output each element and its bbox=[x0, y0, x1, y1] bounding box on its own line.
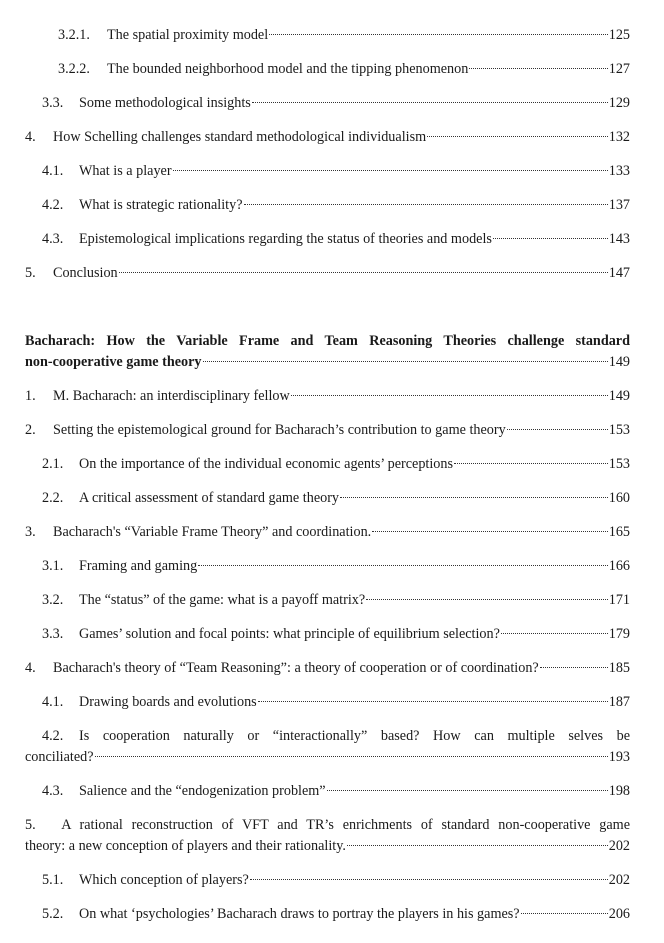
entry-number: 5. bbox=[25, 265, 36, 281]
dot-leader bbox=[540, 667, 608, 668]
dot-leader bbox=[507, 429, 608, 430]
toc-entry-3-2-1[interactable] bbox=[0, 25, 664, 45]
entry-page: 125 bbox=[608, 27, 630, 43]
dot-leader bbox=[119, 272, 608, 273]
dot-leader bbox=[95, 756, 608, 757]
dot-leader bbox=[250, 879, 608, 880]
entry-title-line1: Is cooperation naturally or “interactionally” based? How can multiple selves be bbox=[79, 728, 630, 744]
entry-title: Bacharach's “Variable Frame Theory” and coordination. bbox=[53, 524, 372, 540]
toc-entry-4-2[interactable] bbox=[0, 195, 664, 215]
dot-leader bbox=[198, 565, 608, 566]
dot-leader bbox=[501, 633, 608, 634]
entry-page: 166 bbox=[608, 558, 630, 574]
entry-page: 179 bbox=[608, 626, 630, 642]
entry-page: 143 bbox=[608, 231, 630, 247]
entry-page: 153 bbox=[608, 422, 630, 438]
toc-entry-c-3-1[interactable] bbox=[0, 556, 664, 576]
entry-page: 202 bbox=[608, 838, 630, 854]
toc-entry-3-2-2[interactable] bbox=[0, 59, 664, 79]
entry-title-line2: conciliated? bbox=[25, 749, 94, 765]
entry-title: Framing and gaming bbox=[79, 558, 198, 574]
entry-number: 2.2. bbox=[42, 490, 64, 506]
entry-number: 4.3. bbox=[42, 783, 64, 799]
dot-leader bbox=[340, 497, 608, 498]
dot-leader bbox=[244, 204, 608, 205]
entry-title: What is strategic rationality? bbox=[79, 197, 243, 213]
dot-leader bbox=[269, 34, 608, 35]
entry-number: 3.3. bbox=[42, 95, 64, 111]
dot-leader bbox=[291, 395, 608, 396]
entry-number: 3. bbox=[25, 524, 36, 540]
entry-title: M. Bacharach: an interdisciplinary fellow bbox=[53, 388, 290, 404]
entry-page: 147 bbox=[608, 265, 630, 281]
entry-number: 3.3. bbox=[42, 626, 64, 642]
entry-title: The bounded neighborhood model and the tipping phenomenon bbox=[107, 61, 469, 77]
dot-leader bbox=[252, 102, 608, 103]
entry-title: Setting the epistemological ground for Bacharach’s contribution to game theory bbox=[53, 422, 506, 438]
entry-number: 4.2. bbox=[42, 197, 64, 213]
entry-number: 4.1. bbox=[42, 694, 64, 710]
toc-entry-c-5-line2[interactable] bbox=[0, 836, 664, 856]
dot-leader bbox=[347, 845, 608, 846]
dot-leader bbox=[454, 463, 608, 464]
toc-entry-c-4-2-line1[interactable] bbox=[0, 726, 664, 746]
entry-title: Which conception of players? bbox=[79, 872, 249, 888]
toc-entry-c-2-2[interactable] bbox=[0, 488, 664, 508]
entry-title: Drawing boards and evolutions bbox=[79, 694, 257, 710]
dot-leader bbox=[173, 170, 608, 171]
entry-number: 4. bbox=[25, 660, 36, 676]
entry-title-line2: theory: a new conception of players and their rationality. bbox=[25, 838, 346, 854]
entry-page: 165 bbox=[608, 524, 630, 540]
entry-number: 5.2. bbox=[42, 906, 64, 922]
entry-number: 4.3. bbox=[42, 231, 64, 247]
chapter-heading-line2[interactable] bbox=[0, 352, 664, 372]
chapter-title-line1: Bacharach: How the Variable Frame and Team Reasoning Theories challenge standard bbox=[25, 333, 630, 349]
dot-leader bbox=[521, 913, 608, 914]
toc-entry-4-3[interactable] bbox=[0, 229, 664, 249]
toc-entry-c-3[interactable] bbox=[0, 522, 664, 542]
entry-page: 137 bbox=[608, 197, 630, 213]
entry-title: Games’ solution and focal points: what principle of equilibrium selection? bbox=[79, 626, 500, 642]
entry-page: 187 bbox=[608, 694, 630, 710]
entry-page: 160 bbox=[608, 490, 630, 506]
toc-entry-4-1[interactable] bbox=[0, 161, 664, 181]
dot-leader bbox=[327, 790, 608, 791]
entry-page: 153 bbox=[608, 456, 630, 472]
entry-page: 206 bbox=[608, 906, 630, 922]
toc-entry-c-4-1[interactable] bbox=[0, 692, 664, 712]
entry-number: 2.1. bbox=[42, 456, 64, 472]
entry-number: 3.2.2. bbox=[58, 61, 90, 77]
entry-number: 3.1. bbox=[42, 558, 64, 574]
toc-entry-3-3[interactable] bbox=[0, 93, 664, 113]
toc-entry-c-1[interactable] bbox=[0, 386, 664, 406]
entry-page: 185 bbox=[608, 660, 630, 676]
dot-leader bbox=[427, 136, 608, 137]
toc-entry-4[interactable] bbox=[0, 127, 664, 147]
entry-number: 3.2.1. bbox=[58, 27, 90, 43]
dot-leader bbox=[372, 531, 607, 532]
entry-title: How Schelling challenges standard methodological individualism bbox=[53, 129, 427, 145]
toc-entry-c-4-3[interactable] bbox=[0, 781, 664, 801]
toc-entry-c-3-2[interactable] bbox=[0, 590, 664, 610]
dot-leader bbox=[493, 238, 608, 239]
toc-entry-c-4-2-line2[interactable] bbox=[0, 747, 664, 767]
dot-leader bbox=[258, 701, 608, 702]
entry-page: 149 bbox=[608, 388, 630, 404]
entry-page: 133 bbox=[608, 163, 630, 179]
entry-page: 198 bbox=[608, 783, 630, 799]
entry-title: A critical assessment of standard game theory bbox=[79, 490, 340, 506]
toc-entry-c-3-3[interactable] bbox=[0, 624, 664, 644]
entry-number: 4.2. bbox=[42, 728, 64, 744]
toc-entry-c-5-line1[interactable] bbox=[0, 815, 664, 835]
entry-title: Epistemological implications regarding the status of theories and models bbox=[79, 231, 492, 247]
entry-title-line1: 5. A rational reconstruction of VFT and TR’s enrichments of standard non-cooperative game bbox=[25, 817, 630, 833]
entry-number: 3.2. bbox=[42, 592, 64, 608]
entry-page: 202 bbox=[608, 872, 630, 888]
entry-title: The spatial proximity model bbox=[107, 27, 269, 43]
chapter-page: 149 bbox=[608, 354, 630, 370]
entry-title: Salience and the “endogenization problem” bbox=[79, 783, 326, 799]
toc-entry-c-4[interactable] bbox=[0, 658, 664, 678]
toc-entry-c-5-1[interactable] bbox=[0, 870, 664, 890]
entry-title: The “status” of the game: what is a payoff matrix? bbox=[79, 592, 366, 608]
entry-page: 129 bbox=[608, 95, 630, 111]
dot-leader bbox=[203, 361, 608, 362]
entry-title: Some methodological insights bbox=[79, 95, 251, 111]
entry-page: 171 bbox=[608, 592, 630, 608]
chapter-heading-line1[interactable] bbox=[0, 331, 664, 351]
entry-title: On what ‘psychologies’ Bacharach draws to portray the players in his games? bbox=[79, 906, 520, 922]
entry-title: Conclusion bbox=[53, 265, 118, 281]
toc-entry-c-5-2[interactable] bbox=[0, 904, 664, 924]
entry-title: Bacharach's theory of “Team Reasoning”: a theory of cooperation or of coordination? bbox=[53, 660, 539, 676]
entry-number: 4. bbox=[25, 129, 36, 145]
entry-title: What is a player bbox=[79, 163, 172, 179]
entry-title: On the importance of the individual economic agents’ perceptions bbox=[79, 456, 454, 472]
entry-page: 132 bbox=[608, 129, 630, 145]
entry-number: 2. bbox=[25, 422, 36, 438]
dot-leader bbox=[469, 68, 607, 69]
entry-number: 1. bbox=[25, 388, 36, 404]
toc-entry-c-2[interactable] bbox=[0, 420, 664, 440]
entry-page: 127 bbox=[608, 61, 630, 77]
entry-number: 4.1. bbox=[42, 163, 64, 179]
toc-entry-5[interactable] bbox=[0, 263, 664, 283]
toc-entry-c-2-1[interactable] bbox=[0, 454, 664, 474]
dot-leader bbox=[366, 599, 608, 600]
entry-page: 193 bbox=[608, 749, 630, 765]
chapter-title-line2: non-cooperative game theory bbox=[25, 354, 202, 370]
entry-number: 5.1. bbox=[42, 872, 64, 888]
